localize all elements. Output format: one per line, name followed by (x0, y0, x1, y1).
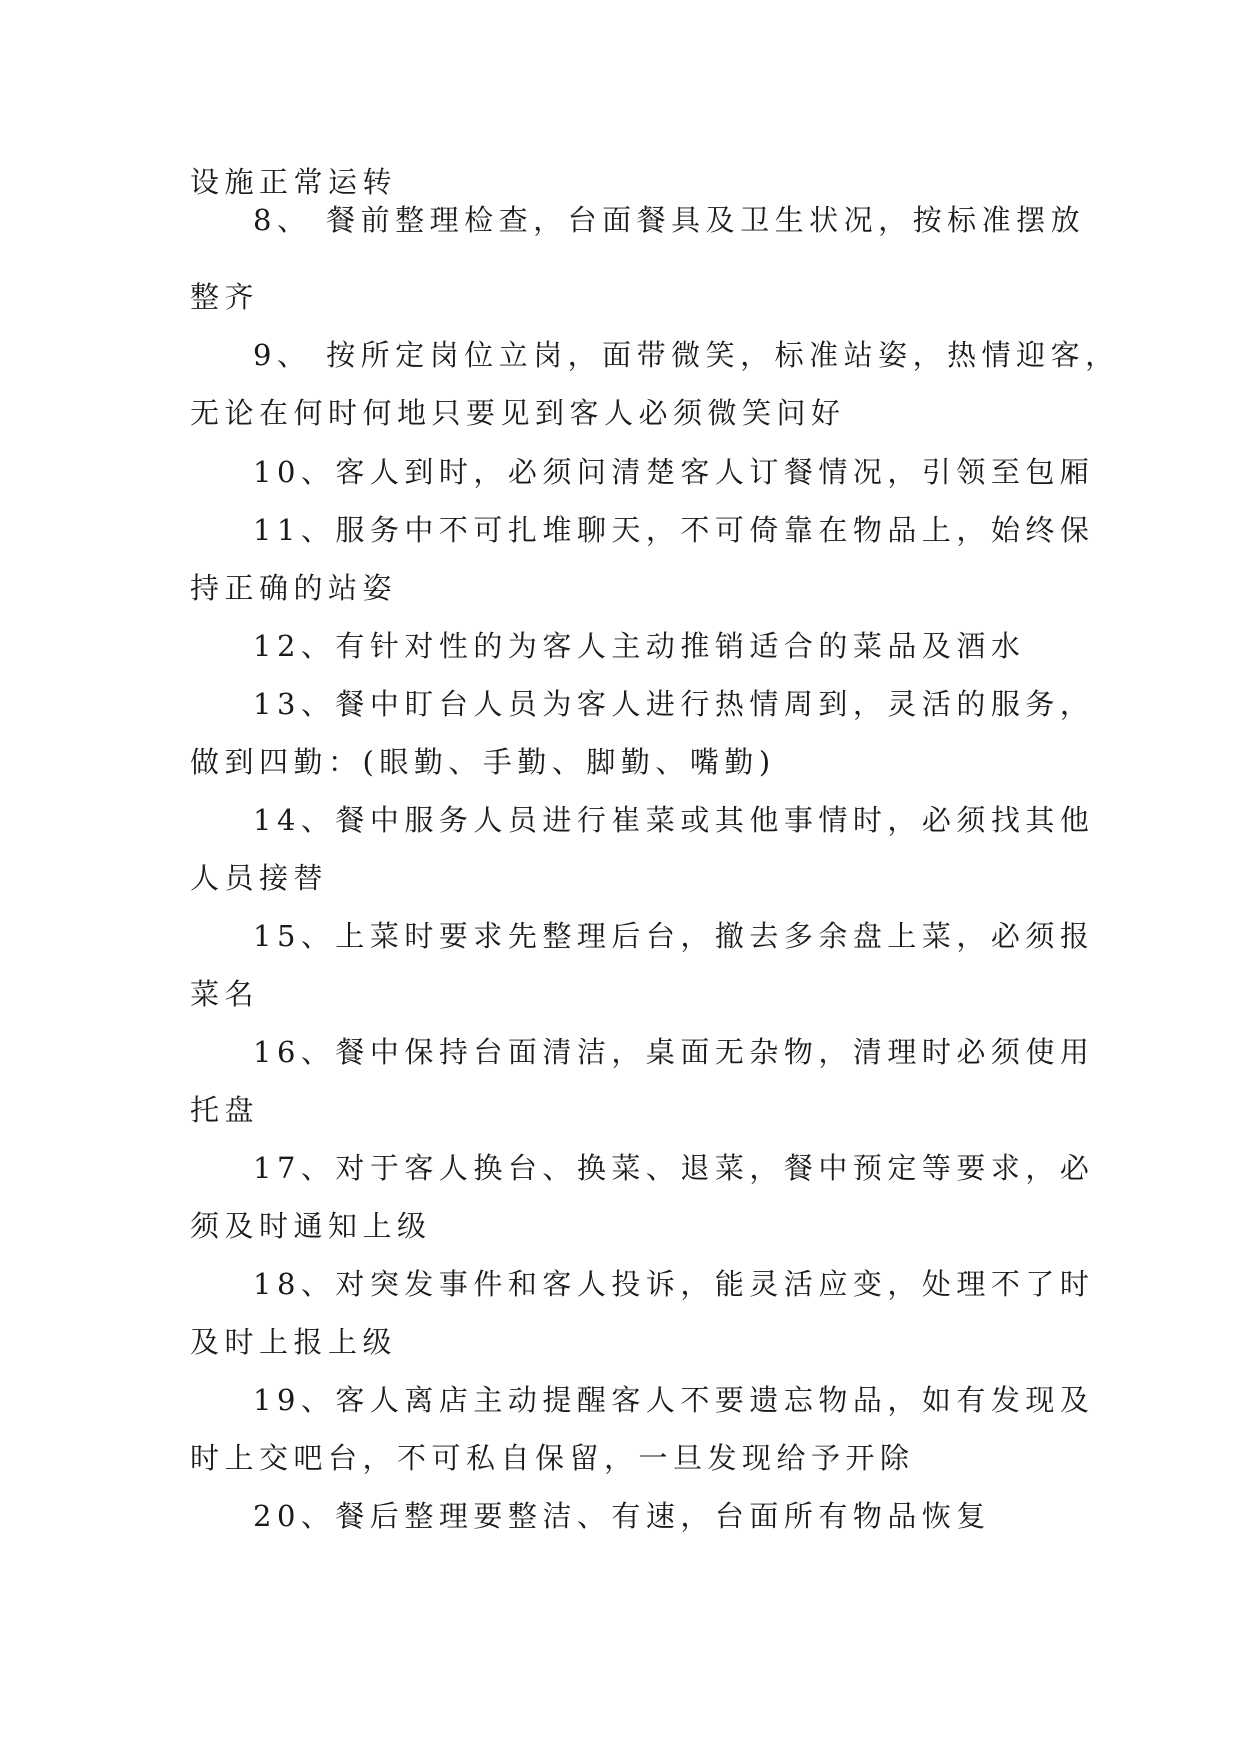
text-line: 11、服务中不可扎堆聊天，不可倚靠在物品上，始终保 (253, 513, 1095, 547)
text-line: 持正确的站姿 (190, 571, 398, 605)
text-line: 19、客人离店主动提醒客人不要遗忘物品，如有发现及 (253, 1383, 1095, 1417)
text-line: 须及时通知上级 (190, 1209, 432, 1243)
text-line: 16、餐中保持台面清洁，桌面无杂物，清理时必须使用 (253, 1035, 1095, 1069)
text-line: 设施正常运转 (190, 165, 398, 199)
text-line: 托盘 (190, 1093, 260, 1127)
text-line: 10、客人到时，必须问清楚客人订餐情况，引领至包厢 (253, 455, 1095, 489)
text-line: 及时上报上级 (190, 1325, 398, 1359)
text-line: 9、 按所定岗位立岗，面带微笑，标准站姿，热情迎客， (253, 338, 1120, 372)
text-line: 15、上菜时要求先整理后台，撤去多余盘上菜，必须报 (253, 919, 1095, 953)
text-line: 时上交吧台，不可私自保留，一旦发现给予开除 (190, 1441, 915, 1475)
text-line: 8、 餐前整理检查，台面餐具及卫生状况，按标准摆放 (253, 203, 1086, 237)
text-line: 20、餐后整理要整洁、有速，台面所有物品恢复 (253, 1499, 991, 1533)
text-line: 做到四勤：(眼勤、手勤、脚勤、嘴勤) (190, 745, 776, 779)
text-line: 14、餐中服务人员进行崔菜或其他事情时，必须找其他 (253, 803, 1095, 837)
text-line: 12、有针对性的为客人主动推销适合的菜品及酒水 (253, 629, 1026, 663)
text-line: 18、对突发事件和客人投诉，能灵活应变，处理不了时 (253, 1267, 1095, 1301)
text-line: 人员接替 (190, 861, 329, 895)
text-line: 整齐 (190, 280, 260, 314)
text-line: 菜名 (190, 977, 260, 1011)
text-line: 17、对于客人换台、换菜、退菜，餐中预定等要求，必 (253, 1151, 1095, 1185)
text-line: 13、餐中盯台人员为客人进行热情周到，灵活的服务， (253, 687, 1095, 721)
text-line: 无论在何时何地只要见到客人必须微笑问好 (190, 396, 846, 430)
